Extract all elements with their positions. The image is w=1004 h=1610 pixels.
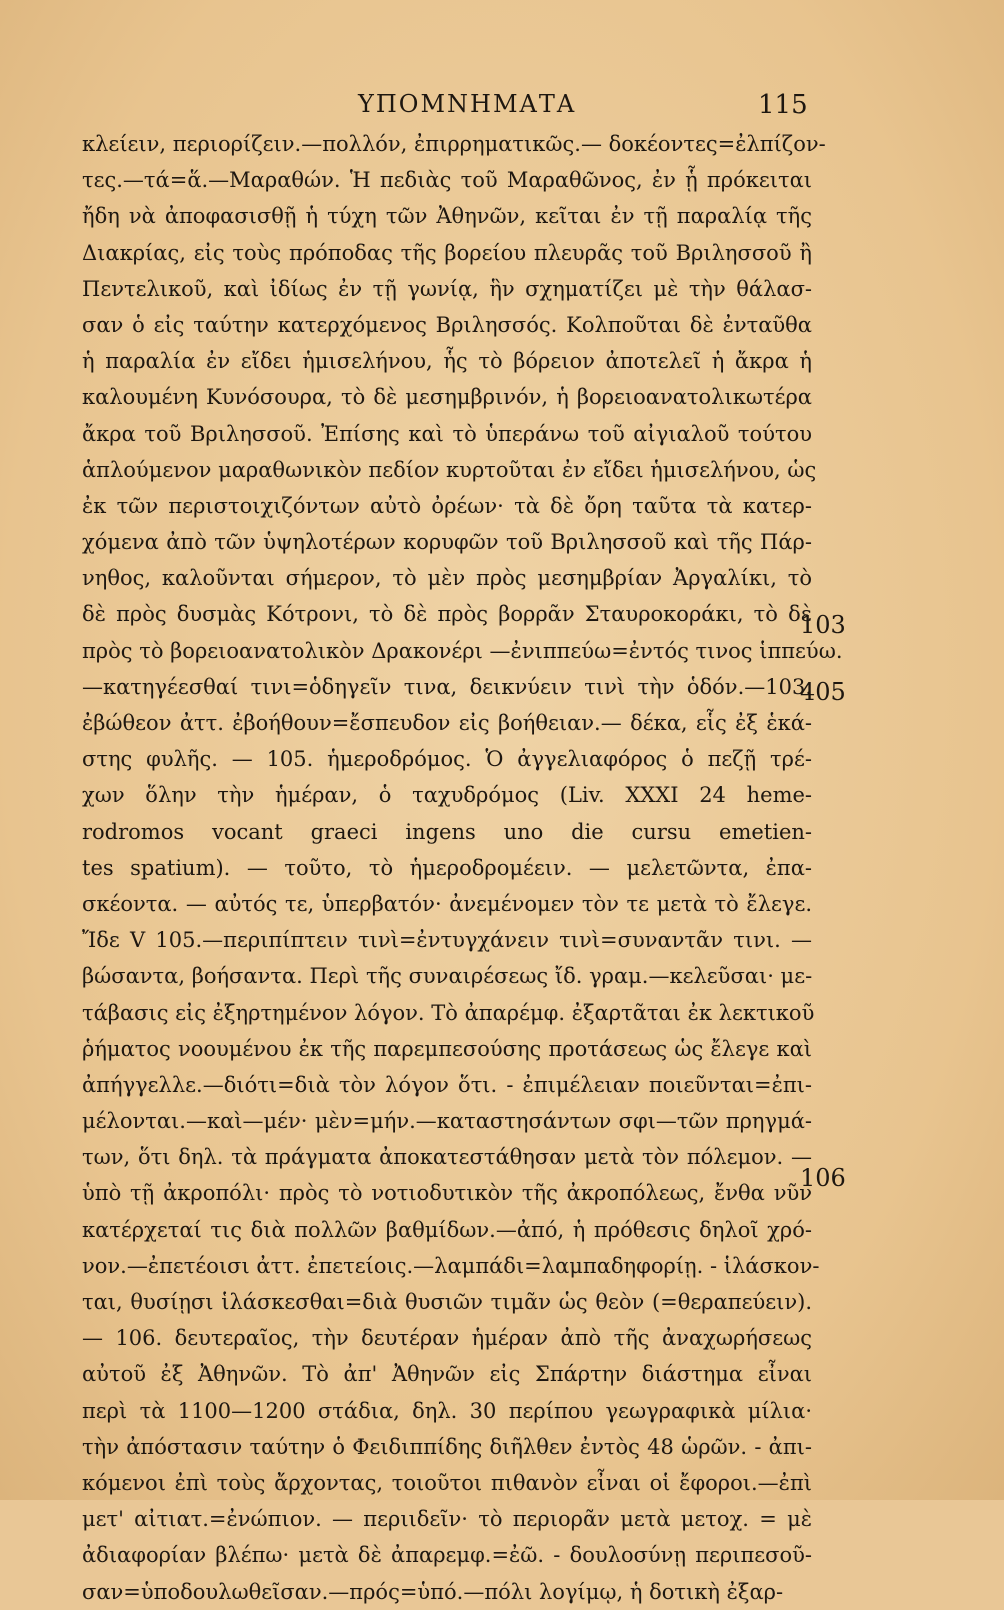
text-line: μετ' αἰτιατ.=ἐνώπιον. — περιιδεῖν· τὸ περιορᾶν μετὰ μετοχ. = μὲ	[82, 1507, 812, 1532]
page-number: 115	[758, 90, 808, 120]
text-line: ἀδιαφορίαν βλέπω· μετὰ δὲ ἀπαρεμφ.=ἐῶ. - δουλοσύνῃ περιπεσοῦ-	[82, 1543, 812, 1568]
text-line: — 106. δευτεραῖος, τὴν δευτέραν ἡμέραν ἀπὸ τῆς ἀναχωρήσεως	[82, 1326, 812, 1351]
text-line: ἐβώθεον ἀττ. ἐβοήθουν=ἔσπευδον εἰς βοήθειαν.— δέκα, εἷς ἐξ ἑκά-	[82, 711, 812, 735]
text-line: βώσαντα, βοήσαντα. Περὶ τῆς συναιρέσεως ἴδ. γραμ.—κελεῦσαι· με-	[82, 964, 813, 989]
running-title: ΥΠΟΜΝΗΜΑΤΑ	[358, 90, 577, 118]
text-line: Πεντελικοῦ, καὶ ἰδίως ἐν τῇ γωνίᾳ, ἣν σχηματίζει μὲ τὴν θάλασ-	[82, 276, 812, 301]
text-line: ῥήματος νοουμένου ἐκ τῆς παρεμπεσούσης προτάσεως ὡς ἔλεγε καὶ	[82, 1036, 812, 1061]
text-line: αὐτοῦ ἐξ Ἀθηνῶν. Τὸ ἀπ' Ἀθηνῶν εἰς Σπάρτην διάστημα εἶναι	[82, 1362, 812, 1387]
text-line: μέλονται.—καὶ—μέν· μὲν=μήν.—καταστησάντων σφι—τῶν πρηγμά-	[82, 1109, 812, 1134]
text-line: κόμενοι ἐπὶ τοὺς ἄρχοντας, τοιοῦτοι πιθανὸν εἶναι οἱ ἔφοροι.—ἐπὶ	[82, 1470, 812, 1495]
text-line: σαν ὁ εἰς ταύτην κατερχόμενος Βριλησσός. Κολποῦται δὲ ἐνταῦθα	[82, 312, 812, 337]
text-line: ἐκ τῶν περιστοιχιζόντων αὐτὸ ὀρέων· τὰ δὲ ὄρη ταῦτα τὰ κατερ-	[82, 493, 812, 518]
margin-note-106: 106	[800, 1164, 846, 1192]
text-line: τάβασις εἰς ἐξηρτημένον λόγον. Τὸ ἀπαρέμφ. ἐξαρτᾶται ἐκ λεκτικοῦ	[82, 1000, 815, 1025]
text-line: —κατηγέεσθαί τινι=ὁδηγεῖν τινα, δεικνύειν τινὶ τὴν ὁδόν.—103.	[82, 674, 812, 699]
text-line: ται, θυσίῃσι ἱλάσκεσθαι=διὰ θυσιῶν τιμᾶν ὡς θεὸν (=θεραπεύειν).	[82, 1290, 812, 1314]
text-line: χόμενα ἀπὸ τῶν ὑψηλοτέρων κορυφῶν τοῦ Βριλησσοῦ καὶ τῆς Πάρ-	[82, 530, 812, 555]
margin-note-103: 103	[800, 611, 846, 639]
text-line: ἁπλούμενον μαραθωνικὸν πεδίον κυρτοῦται ἐν εἴδει ἡμισελήνου, ὡς	[82, 457, 817, 482]
text-line: rodromos vocant graeci ingens uno die cursu emetien-	[82, 819, 812, 844]
margin-note-405: 405	[800, 678, 846, 706]
text-line: χων ὅλην τὴν ἡμέραν, ὁ ταχυδρόμος (Liv. XXXI 24 hemе-	[82, 783, 812, 808]
text-line: περὶ τὰ 1100—1200 στάδια, δηλ. 30 περίπου γεωγραφικὰ μίλια·	[82, 1398, 812, 1423]
text-line: Ἴδε V 105.—περιπίπτειν τινὶ=ἐντυγχάνειν τινὶ=συναντᾶν τινι. —	[82, 928, 812, 953]
text-line: σαν=ὑποδουλωθεῖσαν.—πρός=ὑπό.—πόλι λογίμῳ, ἡ δοτικὴ ἐξαρ-	[82, 1579, 784, 1604]
text-line: ἤδη νὰ ἀποφασισθῇ ἡ τύχη τῶν Ἀθηνῶν, κεῖται ἐν τῇ παραλίᾳ τῆς	[82, 204, 812, 229]
text-line: ἡ παραλία ἐν εἴδει ἡμισελήνου, ἧς τὸ βόρειον ἀποτελεῖ ἡ ἄκρα ἡ	[82, 349, 812, 374]
text-line: σκέοντα. — αὐτός τε, ὑπερβατόν· ἀνεμένομεν τὸν τε μετὰ τὸ ἔλεγε.	[82, 891, 812, 916]
text-line: κατέρχεταί τις διὰ πολλῶν βαθμίδων.—ἀπό, ἡ πρόθεσις δηλοῖ χρό-	[82, 1217, 812, 1242]
text-line: κλείειν, περιορίζειν.—πολλόν, ἐπιρρηματικῶς.— δοκέοντες=ἐλπίζον-	[82, 132, 826, 156]
text-line: tes spatium). — τοῦτο, τὸ ἡμεροδρομέειν. — μελετῶντα, ἐπα-	[82, 855, 812, 880]
text-line: τες.—τά=ἅ.—Μαραθών. Ἡ πεδιὰς τοῦ Μαραθῶνος, ἐν ᾗ πρόκειται	[82, 168, 812, 193]
text-line: στης φυλῆς. — 105. ἡμεροδρόμος. Ὁ ἀγγελιαφόρος ὁ πεζῇ τρέ-	[82, 747, 812, 772]
text-line: νον.—ἐπετέοισι ἀττ. ἐπετείοις.—λαμπάδι=λαμπαδηφορίῃ. - ἱλάσκον-	[82, 1253, 820, 1278]
text-line: ἀπήγγελλε.—διότι=διὰ τὸν λόγον ὅτι. - ἐπιμέλειαν ποιεῦνται=ἐπι-	[82, 1072, 812, 1097]
text-line: τὴν ἀπόστασιν ταύτην ὁ Φειδιππίδης διῆλθεν ἐντὸς 48 ὡρῶν. - ἀπι-	[82, 1434, 812, 1459]
text-line: Διακρίας, εἰς τοὺς πρόποδας τῆς βορείου πλευρᾶς τοῦ Βριλησσοῦ ἢ	[82, 240, 812, 265]
text-line: ἄκρα τοῦ Βριλησσοῦ. Ἐπίσης καὶ τὸ ὑπεράνω τοῦ αἰγιαλοῦ τούτου	[82, 421, 812, 446]
text-line: ὑπὸ τῇ ἀκροπόλι· πρὸς τὸ νοτιοδυτικὸν τῆς ἀκροπόλεως, ἔνθα νῦν	[82, 1181, 812, 1206]
page-header	[0, 88, 1004, 128]
text-line: των, ὅτι δηλ. τὰ πράγματα ἀποκατεστάθησαν μετὰ τὸν πόλεμον. —	[82, 1145, 812, 1170]
text-line: καλουμένη Κυνόσουρα, τὸ δὲ μεσημβρινόν, ἡ βορειοανατολικωτέρα	[82, 385, 812, 410]
text-line: δὲ πρὸς δυσμὰς Κότρονι, τὸ δὲ πρὸς βορρᾶν Σταυροκοράκι, τὸ δὲ	[82, 602, 812, 627]
text-line: νηθος, καλοῦνται σήμερον, τὸ μὲν πρὸς μεσημβρίαν Ἀργαλίκι, τὸ	[82, 566, 812, 591]
text-line: πρὸς τὸ βορειοανατολικὸν Δρακονέρι —ἐνιππεύω=ἐντός τινος ἱππεύω.	[82, 638, 843, 663]
